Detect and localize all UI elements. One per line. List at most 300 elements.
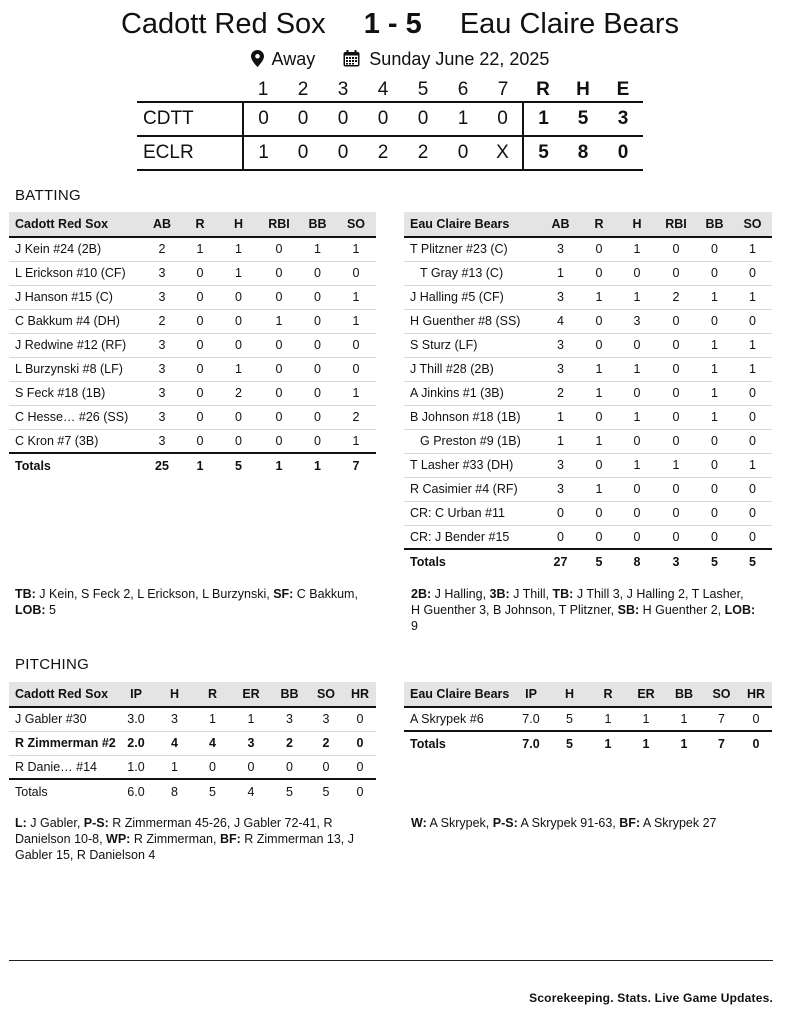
stat-value: 0 bbox=[182, 285, 218, 309]
stat-value: 0 bbox=[299, 357, 336, 381]
note-text: J Thill 3, J Halling 2, T Lasher, H Guenther 3, B Johnson, T Plitzner, bbox=[411, 587, 744, 617]
stat-column-header: SO bbox=[733, 212, 772, 237]
stat-value: 0 bbox=[308, 755, 344, 779]
stat-value: 0 bbox=[656, 261, 696, 285]
stat-value: 0 bbox=[218, 429, 259, 453]
note-text: H Guenther 2, bbox=[639, 603, 725, 617]
totals-label: Totals bbox=[9, 453, 142, 477]
table-row bbox=[9, 333, 376, 357]
player-name: G Preston #9 (1B) bbox=[404, 429, 541, 453]
table-row bbox=[9, 429, 376, 453]
player-name: CR: C Urban #11 bbox=[404, 501, 541, 525]
stat-value: 7 bbox=[703, 707, 740, 731]
stat-value: 3 bbox=[142, 381, 182, 405]
totals-value: 4 bbox=[231, 779, 271, 803]
stat-value: 0 bbox=[656, 501, 696, 525]
inning-score: 1 bbox=[243, 136, 283, 170]
game-location: Away bbox=[271, 49, 316, 69]
batting-section-title: BATTING bbox=[15, 187, 81, 204]
stat-value: 1 bbox=[733, 453, 772, 477]
team-column-header: Eau Claire Bears bbox=[404, 682, 512, 707]
stat-value: 0 bbox=[656, 429, 696, 453]
stat-value: 1 bbox=[336, 429, 376, 453]
stat-value: 0 bbox=[336, 261, 376, 285]
table-header-row bbox=[404, 212, 772, 237]
stat-value: 1 bbox=[155, 755, 194, 779]
player-name: L Erickson #10 (CF) bbox=[9, 261, 142, 285]
stat-value: 0 bbox=[580, 309, 618, 333]
stat-value: 2 bbox=[336, 405, 376, 429]
totals-value: 25 bbox=[142, 453, 182, 477]
stat-value: 1 bbox=[336, 309, 376, 333]
table-row bbox=[9, 381, 376, 405]
table-row bbox=[9, 261, 376, 285]
stat-value: 2 bbox=[541, 381, 580, 405]
table-row bbox=[9, 731, 376, 755]
stat-value: 0 bbox=[299, 405, 336, 429]
player-name: B Johnson #18 (1B) bbox=[404, 405, 541, 429]
stat-value: 1 bbox=[580, 429, 618, 453]
stat-value: 3.0 bbox=[117, 707, 155, 731]
stat-value: 0 bbox=[733, 477, 772, 501]
stat-value: 0 bbox=[618, 381, 656, 405]
totals-value: 1 bbox=[589, 731, 627, 755]
stat-value: 5 bbox=[550, 707, 589, 731]
table-row bbox=[9, 309, 376, 333]
stat-value: 2 bbox=[142, 309, 182, 333]
note-text: A Skrypek 27 bbox=[640, 816, 717, 830]
table-row bbox=[9, 357, 376, 381]
stat-value: 1 bbox=[541, 261, 580, 285]
totals-value: 5 bbox=[271, 779, 308, 803]
stat-value: 0 bbox=[182, 261, 218, 285]
totals-value: 5 bbox=[308, 779, 344, 803]
stat-value: 1 bbox=[627, 707, 665, 731]
totals-value: 5 bbox=[733, 549, 772, 573]
stat-value: 0 bbox=[696, 237, 733, 261]
linescore-table bbox=[137, 78, 643, 171]
stat-value: 0 bbox=[696, 453, 733, 477]
stat-value: 0 bbox=[336, 357, 376, 381]
stat-value: 1 bbox=[618, 237, 656, 261]
stat-value: 0 bbox=[259, 285, 299, 309]
stat-column-header: IP bbox=[512, 682, 550, 707]
table-header-row bbox=[9, 682, 376, 707]
totals-value: 1 bbox=[259, 453, 299, 477]
stat-value: 1 bbox=[541, 429, 580, 453]
table-row bbox=[404, 333, 772, 357]
player-name: S Sturz (LF) bbox=[404, 333, 541, 357]
stat-value: 0 bbox=[656, 237, 696, 261]
stat-value: 1 bbox=[336, 381, 376, 405]
stat-value: 0 bbox=[733, 429, 772, 453]
linescore-row-home bbox=[137, 136, 643, 170]
player-name: A Jinkins #1 (3B) bbox=[404, 381, 541, 405]
stat-value: 0 bbox=[696, 309, 733, 333]
stat-value: 0 bbox=[580, 261, 618, 285]
stat-value: 3 bbox=[618, 309, 656, 333]
game-info bbox=[0, 48, 800, 72]
player-name: C Bakkum #4 (DH) bbox=[9, 309, 142, 333]
stat-column-header: IP bbox=[117, 682, 155, 707]
inning-score: 0 bbox=[243, 102, 283, 136]
note-label: L: bbox=[15, 816, 27, 830]
stat-value: 7.0 bbox=[512, 707, 550, 731]
team-column-header: Cadott Red Sox bbox=[9, 682, 117, 707]
stat-value: 1 bbox=[218, 261, 259, 285]
stat-value: 3 bbox=[308, 707, 344, 731]
stat-value: 1 bbox=[580, 477, 618, 501]
inning-header: 2 bbox=[297, 78, 309, 100]
stat-value: 2 bbox=[271, 731, 308, 755]
stat-value: 1 bbox=[696, 333, 733, 357]
totals-value: 5 bbox=[696, 549, 733, 573]
totals-value: 6.0 bbox=[117, 779, 155, 803]
player-name: T Plitzner #23 (C) bbox=[404, 237, 541, 261]
note-label: SB: bbox=[617, 603, 640, 617]
totals-value: 7 bbox=[336, 453, 376, 477]
table-row bbox=[404, 261, 772, 285]
totals-value: 7 bbox=[703, 731, 740, 755]
stat-value: 0 bbox=[182, 333, 218, 357]
stat-value: 3 bbox=[155, 707, 194, 731]
stat-value: 1 bbox=[696, 405, 733, 429]
stat-value: 0 bbox=[580, 405, 618, 429]
stat-value: 0 bbox=[344, 707, 376, 731]
footer-divider bbox=[9, 960, 773, 961]
stat-value: 1 bbox=[665, 707, 703, 731]
scoreline bbox=[0, 6, 800, 42]
totals-row bbox=[9, 779, 376, 803]
stat-column-header: SO bbox=[336, 212, 376, 237]
totals-value: 1 bbox=[182, 453, 218, 477]
inning-score: X bbox=[483, 136, 523, 170]
stat-value: 1 bbox=[541, 405, 580, 429]
stat-value: 0 bbox=[259, 405, 299, 429]
stat-value: 0 bbox=[344, 755, 376, 779]
stat-value: 0 bbox=[656, 309, 696, 333]
inning-score: 0 bbox=[283, 136, 323, 170]
stat-value: 1 bbox=[580, 381, 618, 405]
table-row bbox=[9, 755, 376, 779]
stat-column-header: AB bbox=[142, 212, 182, 237]
batting-table-eau-claire bbox=[404, 212, 772, 573]
inning-header: 4 bbox=[377, 78, 389, 100]
stat-value: 0 bbox=[618, 333, 656, 357]
stat-column-header: ER bbox=[231, 682, 271, 707]
stat-value: 0 bbox=[580, 333, 618, 357]
stat-value: 0 bbox=[344, 731, 376, 755]
totals-row bbox=[404, 731, 772, 755]
stat-value: 1 bbox=[194, 707, 231, 731]
stat-value: 1 bbox=[696, 285, 733, 309]
player-name: S Feck #18 (1B) bbox=[9, 381, 142, 405]
stat-value: 2.0 bbox=[117, 731, 155, 755]
totals-value: 27 bbox=[541, 549, 580, 573]
totals-value: 8 bbox=[618, 549, 656, 573]
final-score: 1 - 5 bbox=[363, 8, 422, 40]
note-text: R Zimmerman 13, J Gabler 15, R Danielson 4 bbox=[15, 832, 354, 862]
stat-column-header: ER bbox=[627, 682, 665, 707]
inning-score: 0 bbox=[283, 102, 323, 136]
stat-value: 0 bbox=[580, 453, 618, 477]
stat-column-header: HR bbox=[740, 682, 772, 707]
note-text: J Gabler, bbox=[26, 816, 84, 830]
stat-value: 0 bbox=[618, 261, 656, 285]
table-row bbox=[404, 453, 772, 477]
stat-value: 1 bbox=[618, 285, 656, 309]
totals-value: 5 bbox=[580, 549, 618, 573]
inning-score: 2 bbox=[403, 136, 443, 170]
stat-value: 0 bbox=[618, 477, 656, 501]
stat-value: 1 bbox=[182, 237, 218, 261]
stat-value: 3 bbox=[541, 477, 580, 501]
stat-value: 1 bbox=[580, 357, 618, 381]
player-name: H Guenther #8 (SS) bbox=[404, 309, 541, 333]
stat-value: 0 bbox=[656, 357, 696, 381]
stat-value: 3 bbox=[142, 429, 182, 453]
inning-score: 1 bbox=[443, 102, 483, 136]
stat-column-header: H bbox=[618, 212, 656, 237]
stat-value: 1 bbox=[336, 237, 376, 261]
stat-value: 0 bbox=[299, 429, 336, 453]
table-header-row bbox=[9, 212, 376, 237]
errors-total: 0 bbox=[603, 136, 643, 170]
stat-value: 0 bbox=[656, 477, 696, 501]
totals-value: 5 bbox=[218, 453, 259, 477]
stat-value: 1 bbox=[733, 333, 772, 357]
stat-value: 3 bbox=[541, 357, 580, 381]
stat-column-header: RBI bbox=[259, 212, 299, 237]
note-label: W: bbox=[411, 816, 427, 830]
stat-value: 3 bbox=[541, 237, 580, 261]
stat-value: 0 bbox=[259, 333, 299, 357]
player-name: J Halling #5 (CF) bbox=[404, 285, 541, 309]
table-row bbox=[404, 429, 772, 453]
inning-score: 0 bbox=[323, 136, 363, 170]
stat-column-header: R bbox=[194, 682, 231, 707]
totals-value: 0 bbox=[740, 731, 772, 755]
player-name: J Gabler #30 bbox=[9, 707, 117, 731]
stat-value: 0 bbox=[618, 501, 656, 525]
player-name: C Kron #7 (3B) bbox=[9, 429, 142, 453]
stat-value: 0 bbox=[231, 755, 271, 779]
stat-value: 1 bbox=[733, 285, 772, 309]
table-header-row bbox=[404, 682, 772, 707]
home-team-name: Eau Claire Bears bbox=[459, 8, 680, 40]
note-text: J Halling, bbox=[431, 587, 490, 601]
stat-value: 0 bbox=[336, 333, 376, 357]
stat-value: 1.0 bbox=[117, 755, 155, 779]
batting-notes-eau-claire bbox=[411, 586, 756, 634]
player-name: CR: J Bender #15 bbox=[404, 525, 541, 549]
stat-value: 0 bbox=[259, 261, 299, 285]
calendar-icon bbox=[343, 50, 360, 72]
hits-header: H bbox=[576, 78, 590, 100]
batting-table-cadott bbox=[9, 212, 376, 477]
totals-value: 5 bbox=[550, 731, 589, 755]
stat-value: 0 bbox=[740, 707, 772, 731]
inning-header: 1 bbox=[257, 78, 269, 100]
note-text: 9 bbox=[411, 619, 418, 633]
table-row bbox=[9, 707, 376, 731]
stat-value: 0 bbox=[259, 237, 299, 261]
stat-value: 0 bbox=[218, 309, 259, 333]
linescore-row-away bbox=[137, 102, 643, 136]
stat-value: 0 bbox=[541, 525, 580, 549]
stat-value: 1 bbox=[618, 405, 656, 429]
game-header bbox=[0, 6, 800, 72]
stat-value: 1 bbox=[299, 237, 336, 261]
player-name: J Kein #24 (2B) bbox=[9, 237, 142, 261]
stat-value: 0 bbox=[733, 525, 772, 549]
team-column-header: Cadott Red Sox bbox=[9, 212, 142, 237]
table-row bbox=[9, 405, 376, 429]
stat-value: 1 bbox=[231, 707, 271, 731]
stat-value: 3 bbox=[541, 333, 580, 357]
note-label: TB: bbox=[552, 587, 574, 601]
stat-value: 0 bbox=[580, 237, 618, 261]
note-label: SF: bbox=[273, 587, 294, 601]
stat-column-header: HR bbox=[344, 682, 376, 707]
stat-value: 0 bbox=[580, 501, 618, 525]
stat-value: 0 bbox=[271, 755, 308, 779]
player-name: T Lasher #33 (DH) bbox=[404, 453, 541, 477]
note-label: WP: bbox=[106, 832, 131, 846]
stat-column-header: BB bbox=[271, 682, 308, 707]
table-row bbox=[404, 477, 772, 501]
stat-value: 3 bbox=[142, 405, 182, 429]
stat-value: 0 bbox=[696, 501, 733, 525]
stat-value: 0 bbox=[656, 525, 696, 549]
stat-value: 0 bbox=[541, 501, 580, 525]
player-name: C Hesse… #26 (SS) bbox=[9, 405, 142, 429]
totals-value: 8 bbox=[155, 779, 194, 803]
stat-value: 1 bbox=[618, 453, 656, 477]
totals-label: Totals bbox=[404, 549, 541, 573]
player-name: J Thill #28 (2B) bbox=[404, 357, 541, 381]
stat-column-header: H bbox=[155, 682, 194, 707]
totals-value: 5 bbox=[194, 779, 231, 803]
stat-value: 0 bbox=[218, 405, 259, 429]
note-text: R Zimmerman 45-26, J Gabler 72-41, R Danielson 10-8, bbox=[15, 816, 333, 846]
pitching-notes-cadott bbox=[15, 815, 380, 863]
player-name: T Gray #13 (C) bbox=[404, 261, 541, 285]
inning-score: 0 bbox=[323, 102, 363, 136]
stat-value: 0 bbox=[733, 501, 772, 525]
stat-value: 3 bbox=[271, 707, 308, 731]
team-abbrev: CDTT bbox=[137, 102, 243, 136]
inning-header: 7 bbox=[497, 78, 509, 100]
footer-tagline: Scorekeeping. Stats. Live Game Updates. bbox=[529, 991, 773, 1005]
note-text: J Thill, bbox=[509, 587, 553, 601]
table-row bbox=[404, 285, 772, 309]
inning-score: 0 bbox=[483, 102, 523, 136]
note-label: TB: bbox=[15, 587, 36, 601]
hits-total: 8 bbox=[563, 136, 603, 170]
stat-value: 1 bbox=[218, 357, 259, 381]
stat-value: 0 bbox=[299, 285, 336, 309]
table-row bbox=[9, 237, 376, 261]
stat-value: 1 bbox=[259, 309, 299, 333]
stat-value: 0 bbox=[696, 477, 733, 501]
hits-total: 5 bbox=[563, 102, 603, 136]
stat-value: 2 bbox=[656, 285, 696, 309]
stat-value: 0 bbox=[182, 429, 218, 453]
pitching-table-eau-claire bbox=[404, 682, 772, 755]
stat-value: 0 bbox=[182, 381, 218, 405]
stat-value: 3 bbox=[231, 731, 271, 755]
table-row bbox=[404, 501, 772, 525]
stat-value: 0 bbox=[182, 357, 218, 381]
stat-value: 0 bbox=[733, 381, 772, 405]
note-text: A Skrypek, bbox=[426, 816, 493, 830]
stat-column-header: SO bbox=[308, 682, 344, 707]
totals-label: Totals bbox=[9, 779, 117, 803]
totals-row bbox=[9, 453, 376, 477]
pitching-notes-eau-claire bbox=[411, 815, 781, 831]
totals-value: 3 bbox=[656, 549, 696, 573]
stat-value: 2 bbox=[308, 731, 344, 755]
stat-value: 0 bbox=[696, 261, 733, 285]
stat-value: 0 bbox=[194, 755, 231, 779]
table-row bbox=[9, 285, 376, 309]
note-text: A Skrypek 91-63, bbox=[517, 816, 620, 830]
stat-value: 0 bbox=[218, 285, 259, 309]
stat-column-header: H bbox=[218, 212, 259, 237]
stat-value: 0 bbox=[618, 525, 656, 549]
stat-column-header: R bbox=[589, 682, 627, 707]
totals-row bbox=[404, 549, 772, 573]
stat-value: 4 bbox=[155, 731, 194, 755]
team-abbrev: ECLR bbox=[137, 136, 243, 170]
stat-value: 1 bbox=[733, 357, 772, 381]
table-row bbox=[404, 381, 772, 405]
player-name: J Hanson #15 (C) bbox=[9, 285, 142, 309]
table-row bbox=[404, 309, 772, 333]
player-name: J Redwine #12 (RF) bbox=[9, 333, 142, 357]
stat-value: 0 bbox=[656, 381, 696, 405]
note-label: LOB: bbox=[15, 603, 46, 617]
totals-value: 0 bbox=[344, 779, 376, 803]
table-row bbox=[404, 525, 772, 549]
note-label: P-S: bbox=[83, 816, 109, 830]
note-label: BF: bbox=[219, 832, 241, 846]
totals-value: 1 bbox=[299, 453, 336, 477]
stat-value: 0 bbox=[218, 333, 259, 357]
note-text: J Kein, S Feck 2, L Erickson, L Burzynski, bbox=[35, 587, 274, 601]
inning-header: 5 bbox=[417, 78, 429, 100]
table-row bbox=[404, 405, 772, 429]
stat-value: 3 bbox=[142, 357, 182, 381]
batting-notes-cadott bbox=[15, 586, 365, 618]
totals-label: Totals bbox=[404, 731, 512, 755]
away-team-name: Cadott Red Sox bbox=[120, 8, 326, 40]
stat-value: 1 bbox=[618, 357, 656, 381]
totals-value: 1 bbox=[665, 731, 703, 755]
note-label: 3B: bbox=[489, 587, 510, 601]
pitching-table-cadott bbox=[9, 682, 376, 803]
player-name: R Casimier #4 (RF) bbox=[404, 477, 541, 501]
stat-column-header: AB bbox=[541, 212, 580, 237]
map-pin-icon bbox=[251, 50, 264, 72]
player-name: L Burzynski #8 (LF) bbox=[9, 357, 142, 381]
note-label: LOB: bbox=[724, 603, 756, 617]
stat-value: 1 bbox=[696, 357, 733, 381]
stat-value: 4 bbox=[541, 309, 580, 333]
note-text: C Bakkum, bbox=[293, 587, 358, 601]
stat-value: 0 bbox=[656, 405, 696, 429]
